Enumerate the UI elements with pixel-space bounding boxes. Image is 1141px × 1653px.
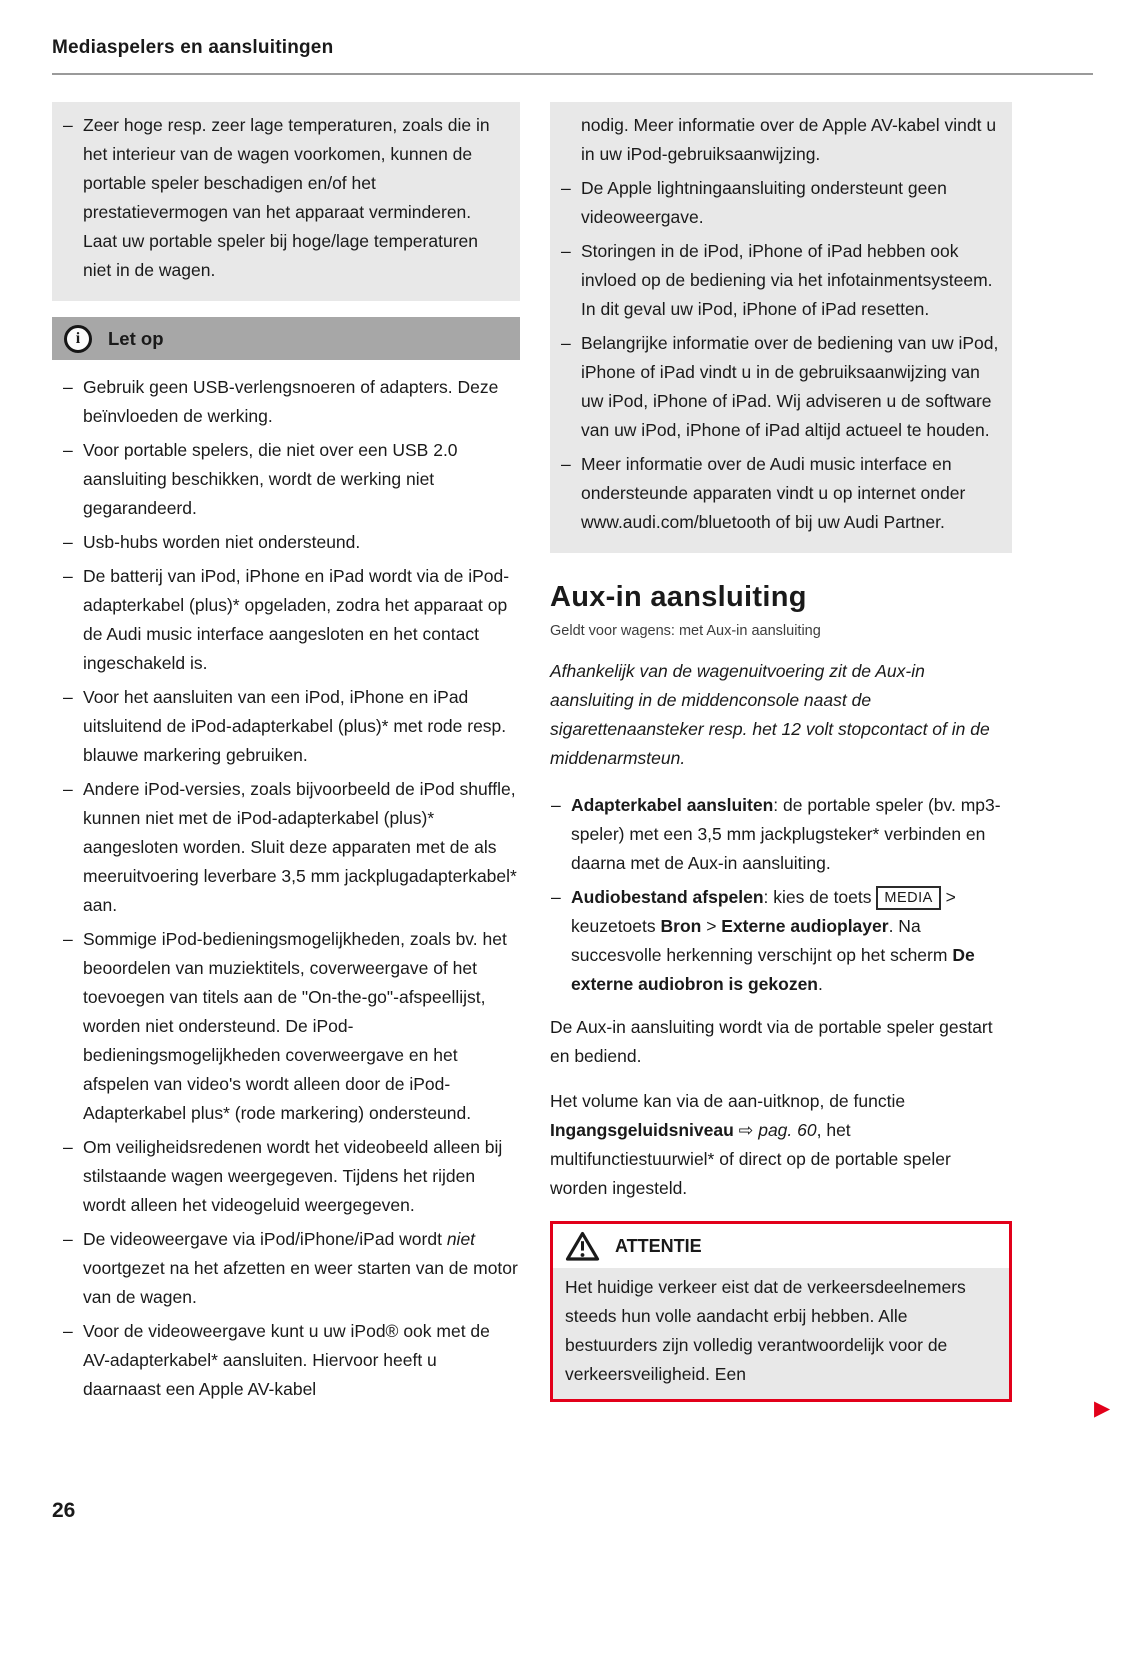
intro-warning-list xyxy=(62,111,508,285)
list-item: – Meer informatie over de Audi music interface en ondersteunde apparaten vindt u op internet onder www.audi.com/bluetooth of bij uw Audi Partner. xyxy=(560,450,1000,537)
intro-warning-box xyxy=(52,102,520,301)
page-header xyxy=(52,36,1093,75)
two-column-layout xyxy=(52,102,1093,1409)
page-ref-arrow-icon: ⇨ xyxy=(738,1120,754,1140)
note-continuation-box xyxy=(550,102,1012,553)
list-item: – Sommige iPod-bedieningsmogelijkheden, zoals bv. het beoordelen van muziektitels, coverweergave of het toevoegen van titels aan de "On-the-go"-afspeellijst, worden niet ondersteund. De iPod-bedieningsmogelijkheden coverweergave en het afspelen van video's wordt alleen door de iPod-Adapterkabel plus* (rode markering) ondersteund. xyxy=(62,925,518,1128)
note-list xyxy=(52,373,520,1404)
page-continuation-arrow-icon: ▶ xyxy=(1094,1397,1111,1420)
page-reference: pag. 60 xyxy=(758,1120,817,1140)
list-item: – Voor het aansluiten van een iPod, iPhone en iPad uitsluitend de iPod-adapterkabel (plus)* met rode resp. blauwe markering gebruiken. xyxy=(62,683,518,770)
left-column xyxy=(52,102,520,1409)
section-intro: Afhankelijk van de wagenuitvoering zit de Aux-in aansluiting in de middenconsole naast de sigarettenaansteker resp. het 12 volt stopcontact of in de middenarmsteun. xyxy=(550,661,990,768)
list-item: – De videoweergave via iPod/iPhone/iPad wordt niet voortgezet na het afzetten en weer starten van de motor van de wagen. xyxy=(62,1225,518,1312)
list-item: – Gebruik geen USB-verlengsnoeren of adapters. Deze beïnvloeden de werking. xyxy=(62,373,518,431)
list-item: – Voor portable spelers, die niet over een USB 2.0 aansluiting beschikken, wordt de werking niet gegarandeerd. xyxy=(62,436,518,523)
list-item: – Usb-hubs worden niet ondersteund. xyxy=(62,528,518,557)
right-column xyxy=(550,102,1012,1402)
attention-body: Het huidige verkeer eist dat de verkeersdeelnemers steeds hun volle aandacht erbij hebben. Alle bestuurders zijn volledig verantwoordelijk voor de verkeersveiligheid. Een xyxy=(553,1268,1009,1399)
list-item: – Voor de videoweergave kunt u uw iPod® ook met de AV-adapterkabel* aansluiten. Hiervoor heeft u daarnaast een Apple AV-kabel xyxy=(62,1317,518,1404)
header-divider xyxy=(52,73,1093,75)
warning-triangle-icon xyxy=(565,1231,600,1262)
list-item: – Andere iPod-versies, zoals bijvoorbeeld de iPod shuffle, kunnen niet met de iPod-adapterkabel (plus)* aangesloten worden. Sluit deze apparaten met de als meeruitvoering leverbare 3,5 mm jackplugadapterkabel* aan. xyxy=(62,775,518,920)
section-heading: Aux-in aansluiting xyxy=(550,581,807,613)
aux-instruction-list xyxy=(550,791,1012,999)
list-item: – De batterij van iPod, iPhone en iPad wordt via de iPod-adapterkabel (plus)* opgeladen, zodra het apparaat op de Audi music interface aangesloten en het contact ingeschakeld is. xyxy=(62,562,518,678)
emphasized-word: niet xyxy=(446,1229,476,1249)
info-icon: i xyxy=(64,325,92,353)
attention-warning-box xyxy=(550,1221,1012,1402)
list-item: – Adapterkabel aansluiten: de portable speler (bv. mp3-speler) met een 3,5 mm jackplugsteker* verbinden en daarna met de Aux-in aansluiting. xyxy=(550,791,1012,878)
list-item: – Om veiligheidsredenen wordt het videobeeld alleen bij stilstaande wagen weergegeven. Tijdens het rijden wordt alleen het videogeluid weergegeven. xyxy=(62,1133,518,1220)
body-paragraph: Het volume kan via de aan-uitknop, de functie Ingangsgeluidsniveau ⇨ pag. 60, het multifunctiestuurwiel* of direct op de portable speler worden ingesteld. xyxy=(550,1091,951,1198)
continuation-list xyxy=(560,174,1000,537)
page-number: 26 xyxy=(52,1499,76,1522)
attention-title: ATTENTIE xyxy=(615,1236,702,1256)
applicability-note: Geldt voor wagens: met Aux-in aansluiting xyxy=(550,623,821,639)
list-item: – Audiobestand afspelen: kies de toets MEDIA > keuzetoets Bron > Externe audioplayer. Na succesvolle herkenning verschijnt op het scherm De externe audiobron is gekozen. xyxy=(550,883,1012,999)
list-item: – Zeer hoge resp. zeer lage temperaturen, zoals die in het interieur van de wagen voorkomen, kunnen de portable speler beschadigen en/of het prestatievermogen van het apparaat verminderen. Laat uw portable speler bij hoge/lage temperaturen niet in de wagen. xyxy=(62,111,508,285)
media-key: MEDIA xyxy=(876,886,940,910)
body-paragraph: De Aux-in aansluiting wordt via de portable speler gestart en bediend. xyxy=(550,1017,993,1066)
list-item: – Storingen in de iPod, iPhone of iPad hebben ook invloed op de bediening via het infotainmentsysteem. In dit geval uw iPod, iPhone of iPad resetten. xyxy=(560,237,1000,324)
page-title: Mediaspelers en aansluitingen xyxy=(52,37,334,58)
list-item: – Belangrijke informatie over de bediening van uw iPod, iPhone of iPad vindt u in de gebruiksaanwijzing van uw iPod, iPhone of iPad. Wij adviseren u de software van uw iPod, iPhone of iPad altijd actueel te houden. xyxy=(560,329,1000,445)
note-title: Let op xyxy=(108,328,164,349)
continuation-text: nodig. Meer informatie over de Apple AV-kabel vindt u in uw iPod-gebruiksaanwijzing. xyxy=(581,115,997,164)
list-item: – De Apple lightningaansluiting ondersteunt geen videoweergave. xyxy=(560,174,1000,232)
note-box-header xyxy=(52,317,520,360)
attention-header xyxy=(553,1224,1009,1268)
